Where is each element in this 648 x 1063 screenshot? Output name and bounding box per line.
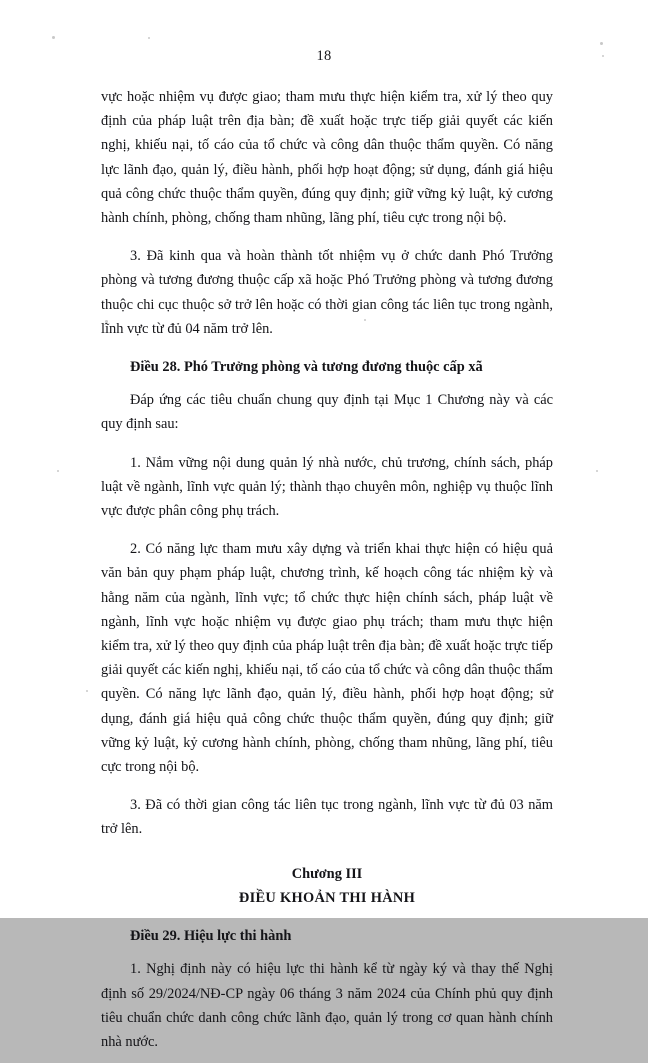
paragraph: 3. Đã kinh qua và hoàn thành tốt nhiệm vụ ở chức danh Phó Trưởng phòng và tương đương thuộc cấp xã hoặc Phó Trưởng phòng và tương đương thuộc chi cục thuộc sở trở lên hoặc có thời gian công tác liên tục trong ngành, lĩnh vực từ đủ 04 năm trở lên. — [101, 248, 553, 337]
paragraph: Đáp ứng các tiêu chuẩn chung quy định tại Mục 1 Chương này và các quy định sau: — [101, 392, 553, 433]
paragraph: 2. Có năng lực tham mưu xây dựng và triển khai thực hiện có hiệu quả văn bản quy phạm pháp luật, chương trình, kế hoạch công tác nhiệm kỳ và hằng năm của ngành, lĩnh vực; tổ chức thực hiện chính sách, pháp luật về ngành, lĩnh vực hoặc nhiệm vụ được giao phụ trách; tham mưu thực hiện kiểm tra, xử lý theo quy định của pháp luật trên địa bàn; đề xuất hoặc trực tiếp giải quyết các kiến nghị, khiếu nại, tố cáo của tổ chức và công dân thuộc thẩm quyền. Có năng lực lãnh đạo, quản lý, điều hành, phối hợp hoạt động; sử dụng, đánh giá hiệu quả công chức thuộc thẩm quyền, đúng quy định; giữ vững kỷ luật, kỷ cương hành chính, phòng, chống tham nhũng, lãng phí, tiêu cực trong nội bộ. — [101, 541, 553, 776]
paragraph: 1. Nắm vững nội dung quản lý nhà nước, chủ trương, chính sách, pháp luật về ngành, lĩnh vực quản lý; thành thạo chuyên môn, nghiệp vụ thuộc lĩnh vực được phân công phụ trách. — [101, 454, 553, 520]
document-body — [101, 85, 553, 1063]
page-number: 18 — [316, 48, 332, 64]
paragraph: vực hoặc nhiệm vụ được giao; tham mưu thực hiện kiểm tra, xử lý theo quy định của pháp luật trên địa bàn; đề xuất hoặc trực tiếp giải quyết các kiến nghị, khiếu nại, tố cáo của tổ chức và công dân thuộc thẩm quyền. Có năng lực lãnh đạo, quản lý, điều hành, phối hợp hoạt động; sử dụng, đánh giá hiệu quả công chức thuộc thẩm quyền, đúng quy định; giữ vững kỷ luật, kỷ cương hành chính, phòng, chống tham nhũng, lãng phí, tiêu cực trong nội bộ. — [101, 89, 553, 227]
paragraph: 3. Đã có thời gian công tác liên tục trong ngành, lĩnh vực từ đủ 03 năm trở lên. — [101, 797, 553, 838]
chapter-title: ĐIỀU KHOẢN THI HÀNH — [238, 889, 416, 906]
chapter-label: Chương III — [291, 865, 363, 882]
article-heading-28: Điều 28. Phó Trưởng phòng và tương đương thuộc cấp xã — [130, 359, 483, 376]
article-heading-29: Điều 29. Hiệu lực thi hành — [130, 928, 292, 945]
paragraph: 1. Nghị định này có hiệu lực thi hành kể từ ngày ký và thay thế Nghị định số 29/2024/NĐ-CP ngày 06 tháng 3 năm 2024 của Chính phủ quy định tiêu chuẩn chức danh công chức lãnh đạo, quản lý trong cơ quan hành chính nhà nước. — [101, 961, 553, 1050]
